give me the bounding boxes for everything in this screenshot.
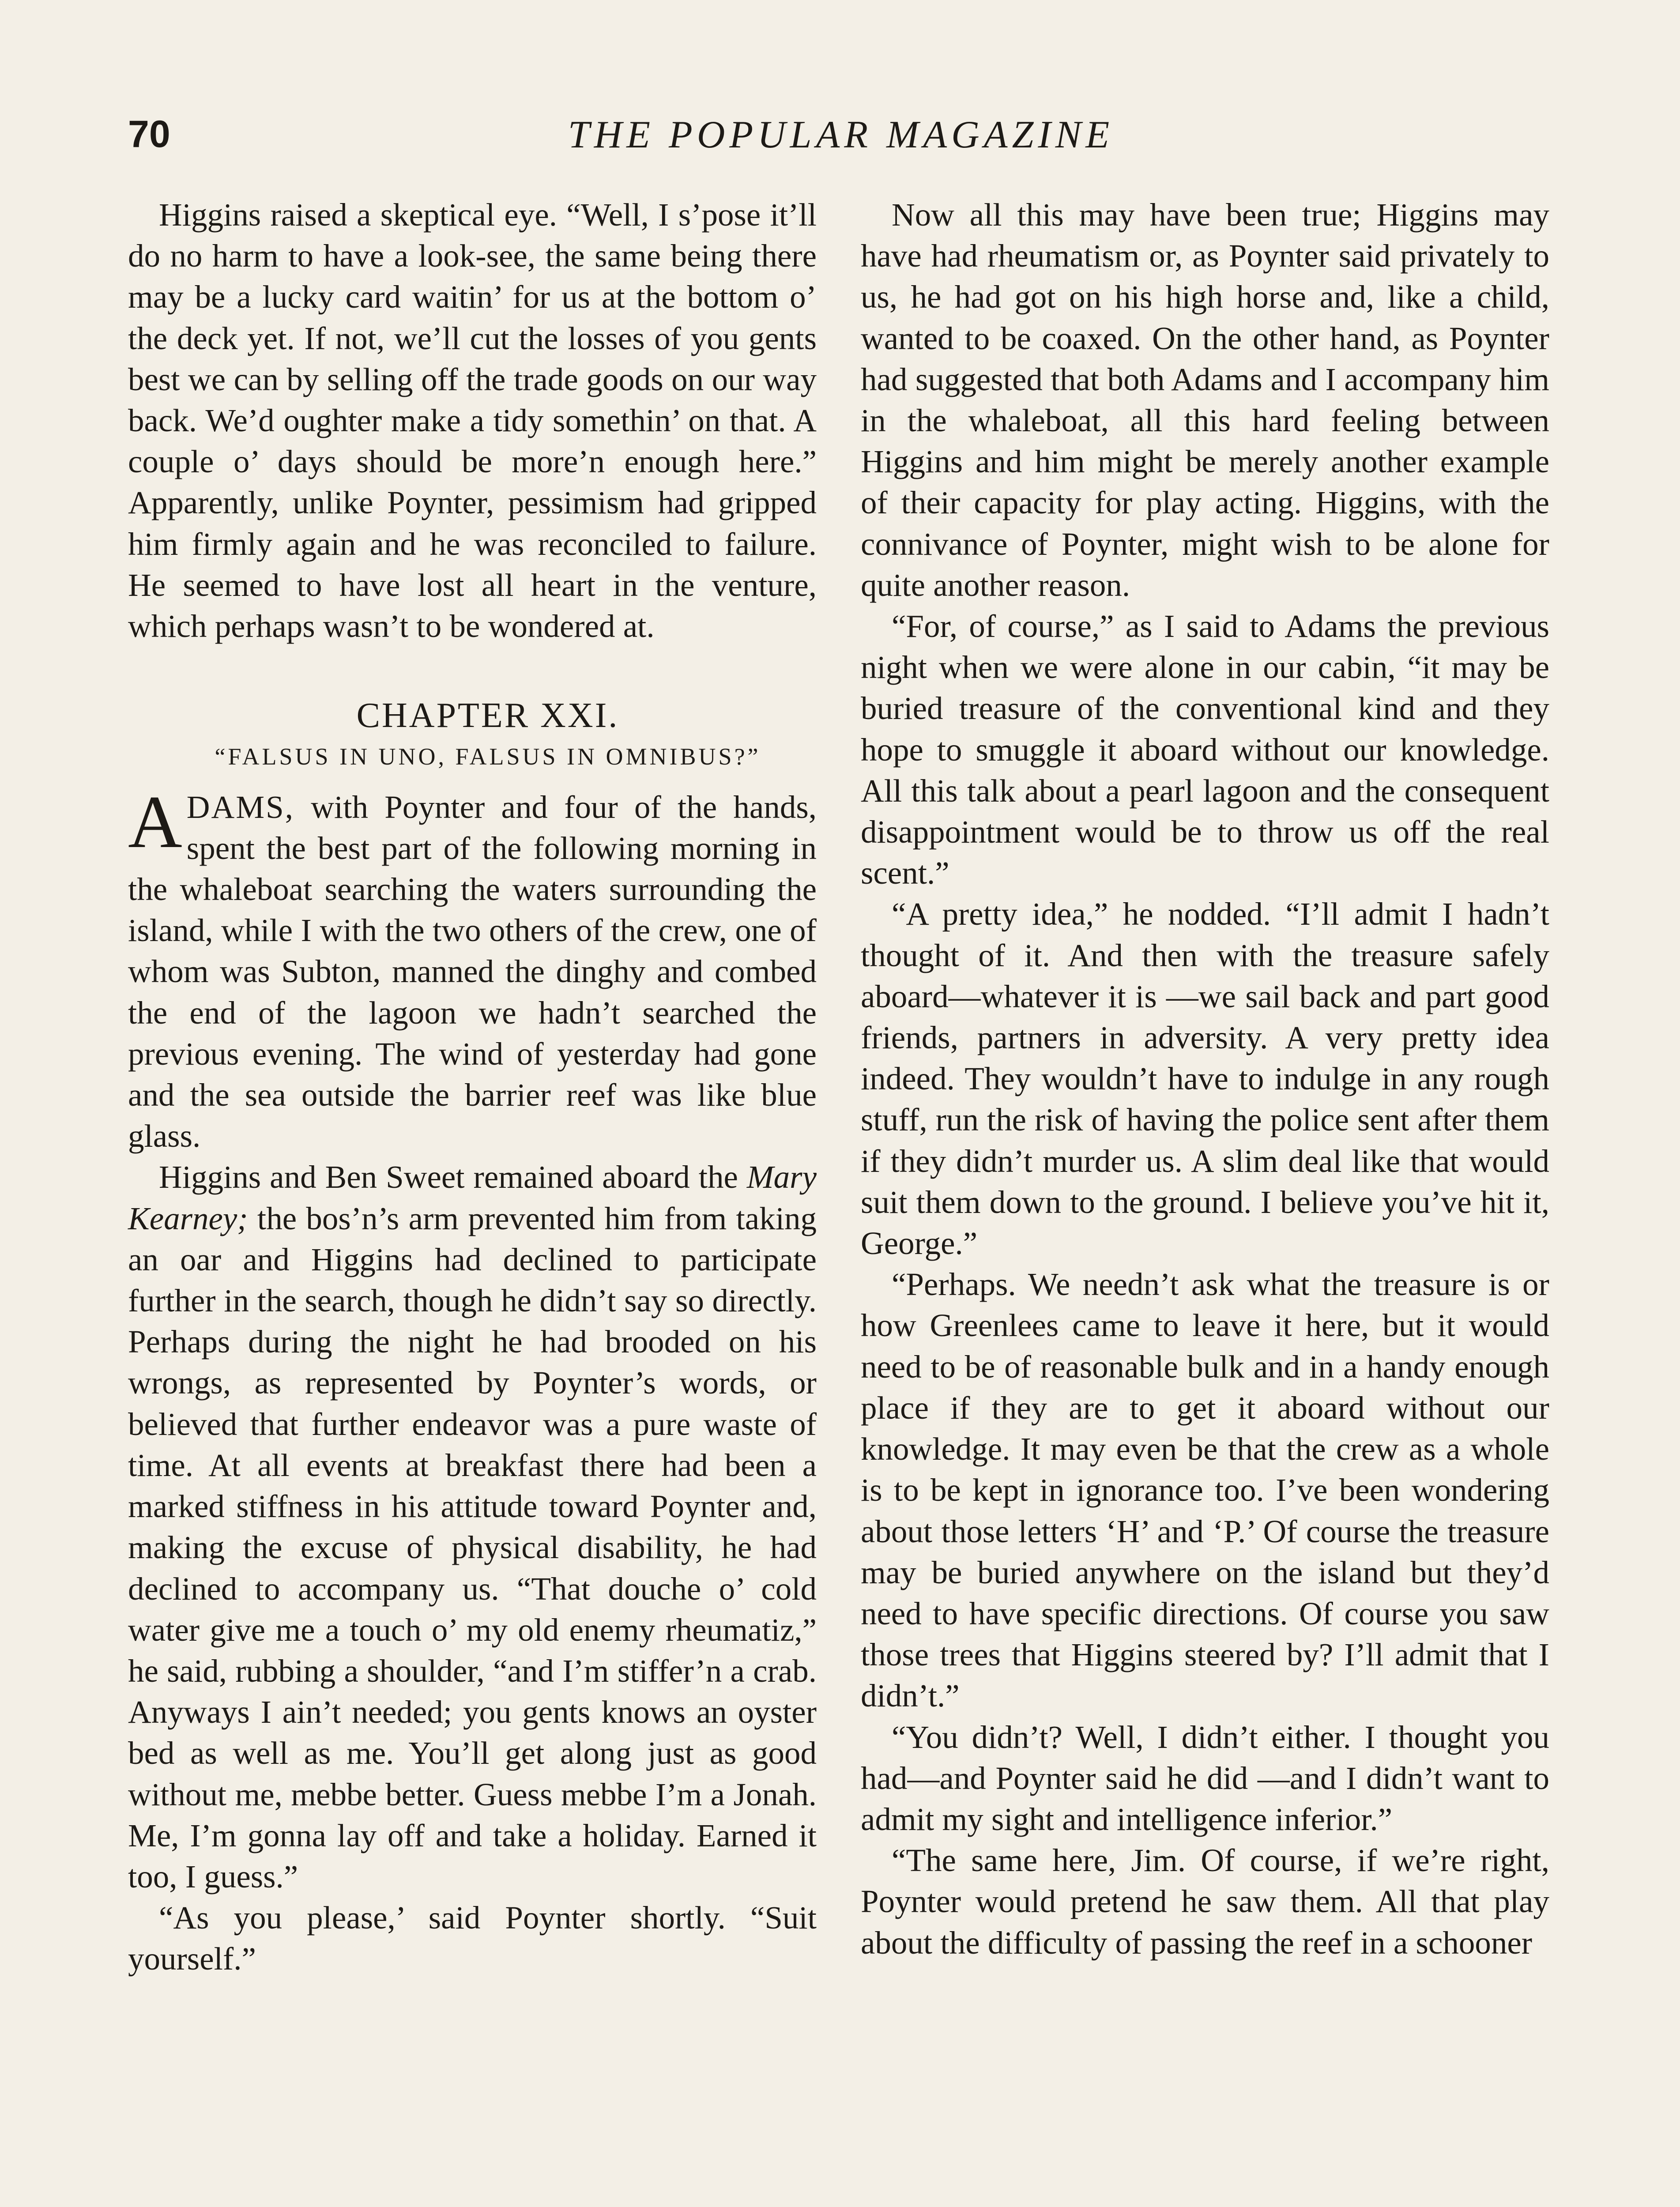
paragraph: “You didn’t? Well, I didn’t either. I thought you had—and Poynter said he did —and I didn’t want to admit my sight and intelligence inferior.”: [861, 1719, 1549, 1837]
running-head: THE POPULAR MAGAZINE: [568, 113, 1114, 156]
left-column: [128, 194, 817, 1980]
paragraph-text: the bos’n’s arm prevented him from taking an oar and Higgins had declined to participate further in the search, though he didn’t say so directly. Perhaps during the night he had brooded on his wrongs, as represented by Poynter’s words, or believed that further endeavor was a pure waste of time. At all events at breakfast there had been a marked stiffness in his attitude toward Poynter and, making the excuse of physical disability, he had declined to accompany us. “That douche o’ cold water give me a touch o’ my old enemy rheumatiz,” he said, rubbing a shoulder, “and I’m stiffer’n a crab. Anyways I ain’t needed; you gents knows an oyster bed as well as me. You’ll get along just as good without me, mebbe better. Guess mebbe I’m a Jonah. Me, I’m gonna lay off and take a holiday. Earned it too, I guess.”: [128, 1200, 817, 1894]
opening-word: DAMS,: [186, 789, 294, 825]
paragraph: Higgins raised a skeptical eye. “Well, I s’pose it’ll do no harm to have a look-see, the same being there may be a lucky card waitin’ for us at the bottom o’ the deck yet. If not, we’ll cut the losses of you gents best we can by selling off the trade goods on our way back. We’d oughter make a tidy somethin’ on that. A couple o’ days should be more’n enough here.” Apparently, unlike Poynter, pessimism had gripped him firmly again and he was reconciled to failure. He seemed to have lost all heart in the venture, which perhaps wasn’t to be wondered at.: [128, 197, 817, 644]
chapter-title: CHAPTER XXI.: [356, 696, 619, 735]
paragraph: “For, of course,” as I said to Adams the previous night when we were alone in our cabin, “it may be buried treasure of the conventional kind and they hope to smuggle it aboard without our knowledge. All this talk about a pearl lagoon and the consequent disappointment would be to throw us off the real scent.”: [861, 608, 1549, 891]
paragraph: “As you please,’ said Poynter shortly. “Suit yourself.”: [128, 1900, 817, 1977]
chapter-heading: [128, 695, 817, 777]
paragraph-text: Higgins and Ben Sweet remained aboard the: [159, 1159, 747, 1195]
paragraph: “Perhaps. We needn’t ask what the treasure is or how Greenlees came to leave it here, but it would need to be of reasonable bulk and in a handy enough place if they are to get it aboard without our knowledge. It may even be that the crew as a whole is to be kept in ignorance too. I’ve been wondering about those letters ‘H’ and ‘P.’ Of course the treasure may be buried anywhere on the island but they’d need to have specific directions. Of course you saw those trees that Higgins steered by? I’ll admit that I didn’t.”: [861, 1266, 1549, 1714]
paragraph-text: with Poynter and four of the hands, spent the best part of the following morning in the whaleboat searching the waters surrounding the island, while I with the two others of the crew, one of whom was Subton, manned the dinghy and combed the end of the lagoon we hadn’t searched the previous evening. The wind of yesterday had gone and the sea outside the barrier reef was like blue glass.: [128, 789, 817, 1154]
page-header: [128, 113, 1554, 170]
paragraph: [128, 1156, 817, 1897]
paragraph: “The same here, Jim. Of course, if we’re right, Poynter would pretend he saw them. All that play about the difficulty of passing the reef in a schooner: [861, 1842, 1549, 1961]
chapter-subtitle: “FALSUS IN UNO, FALSUS IN OMNIBUS?”: [215, 743, 761, 770]
page-number: 70: [128, 113, 170, 155]
paragraph: “A pretty idea,” he nodded. “I’ll admit I hadn’t thought of it. And then with the treasure safely aboard—whatever it is —we sail back and part good friends, partners in adversity. A very pretty idea indeed. They wouldn’t have to indulge in any rough stuff, run the risk of having the police sent after them if they didn’t murder us. A slim deal like that would suit them down to the ground. I believe you’ve hit it, George.”: [861, 896, 1549, 1262]
paragraph-opening: [128, 780, 817, 1157]
paragraph: Now all this may have been true; Higgins may have had rheumatism or, as Poynter said privately to us, he had got on his high horse and, like a child, wanted to be coaxed. On the other hand, as Poynter had suggested that both Adams and I accompany him in the whaleboat, all this hard feeling between Higgins and him might be merely another example of their capacity for play acting. Higgins, with the connivance of Poynter, might wish to be alone for quite another reason.: [861, 197, 1549, 603]
ship-name: Mary Kearney;: [128, 1159, 817, 1236]
drop-cap: A: [128, 780, 182, 863]
right-column: [861, 194, 1549, 1963]
